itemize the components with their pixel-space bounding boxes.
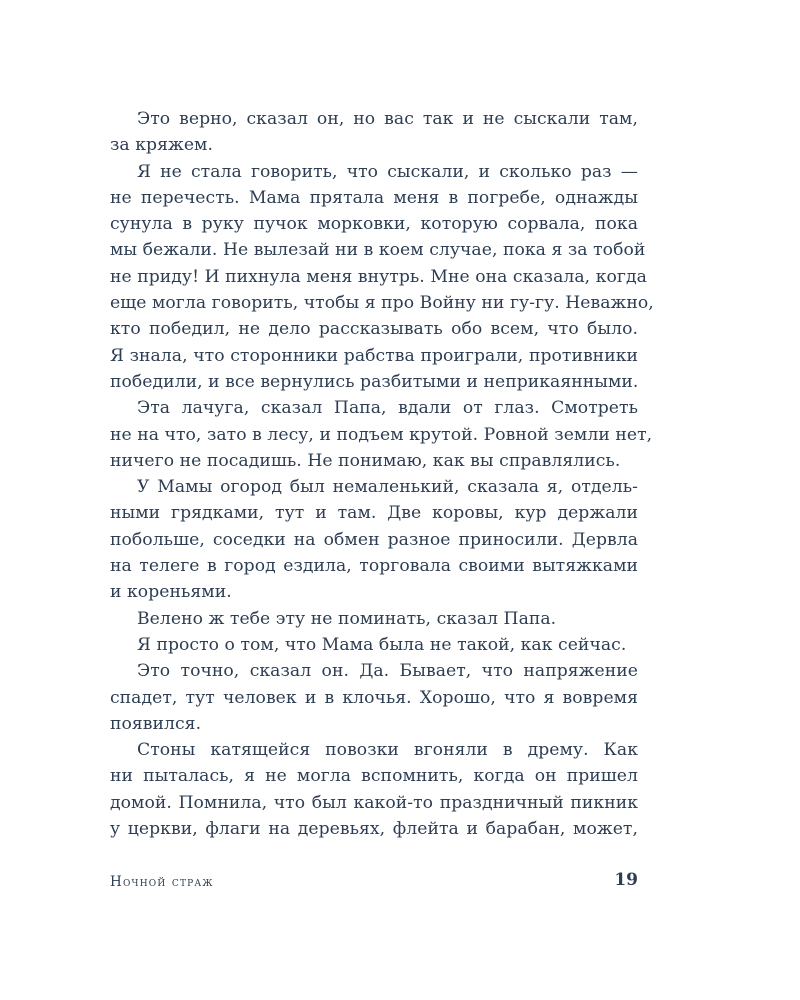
text-line: не на что, зато в лесу, и подъем крутой. Ровной земли нет, bbox=[110, 424, 653, 445]
text-line: Велено ж тебе эту не поминать, сказал Папа. bbox=[137, 608, 557, 629]
page-number: 19 bbox=[614, 870, 638, 890]
text-line: Стоны катящейся повозки вгоняли в дрему. Как bbox=[137, 740, 638, 761]
text-line: мы бежали. Не вылезай ни в коем случае, пока я за тобой bbox=[110, 240, 646, 261]
text-line: за кряжем. bbox=[110, 135, 213, 156]
text-line: не приду! И пихнула меня внутрь. Мне она сказала, когда bbox=[110, 266, 647, 287]
text-line: появился. bbox=[110, 713, 202, 734]
text-line: Я знала, что сторонники рабства проиграли, противники bbox=[110, 345, 638, 366]
text-line: домой. Помнила, что был какой-то праздничный пикник bbox=[110, 792, 638, 813]
text-line: побольше, соседки на обмен разное приносили. Дервла bbox=[110, 529, 638, 550]
text-line: Эта лачуга, сказал Папа, вдали от глаз. Смотреть bbox=[137, 398, 638, 419]
body-text bbox=[110, 106, 654, 842]
text-line: сунула в руку пучок морковки, которую сорвала, пока bbox=[110, 214, 638, 235]
text-line: Я не стала говорить, что сыскали, и сколько раз — bbox=[137, 161, 638, 182]
text-line: спадет, тут человек и в клочья. Хорошо, что я вовремя bbox=[110, 687, 638, 708]
text-line: ни пыталась, я не могла вспомнить, когда он пришел bbox=[110, 766, 638, 787]
text-line: ничего не посадишь. Не понимаю, как вы справлялись. bbox=[110, 450, 621, 471]
text-line: и кореньями. bbox=[110, 582, 232, 603]
text-line: не перечесть. Мама прятала меня в погребе, однажды bbox=[110, 187, 638, 208]
text-line: на телеге в город ездила, торговала своими вытяжками bbox=[110, 556, 638, 577]
text-line: Это верно, сказал он, но вас так и не сыскали там, bbox=[137, 109, 638, 129]
text-line: победили, и все вернулись разбитыми и неприкаянными. bbox=[110, 371, 639, 392]
text-line: Я просто о том, что Мама была не такой, как сейчас. bbox=[137, 634, 627, 655]
text-line: У Мамы огород был немаленький, сказала я, отдель- bbox=[137, 477, 638, 498]
text-line: еще могла говорить, чтобы я про Войну ни гу-гу. Неважно, bbox=[110, 293, 654, 314]
text-line: ными грядками, тут и там. Две коровы, кур держали bbox=[110, 503, 638, 524]
text-line: кто победил, не дело рассказывать обо всем, что было. bbox=[110, 319, 638, 340]
running-title: Ночной страж bbox=[110, 874, 214, 890]
text-line: Это точно, сказал он. Да. Бывает, что напряжение bbox=[137, 661, 638, 682]
text-line: у церкви, флаги на деревьях, флейта и барабан, может, bbox=[110, 819, 638, 840]
